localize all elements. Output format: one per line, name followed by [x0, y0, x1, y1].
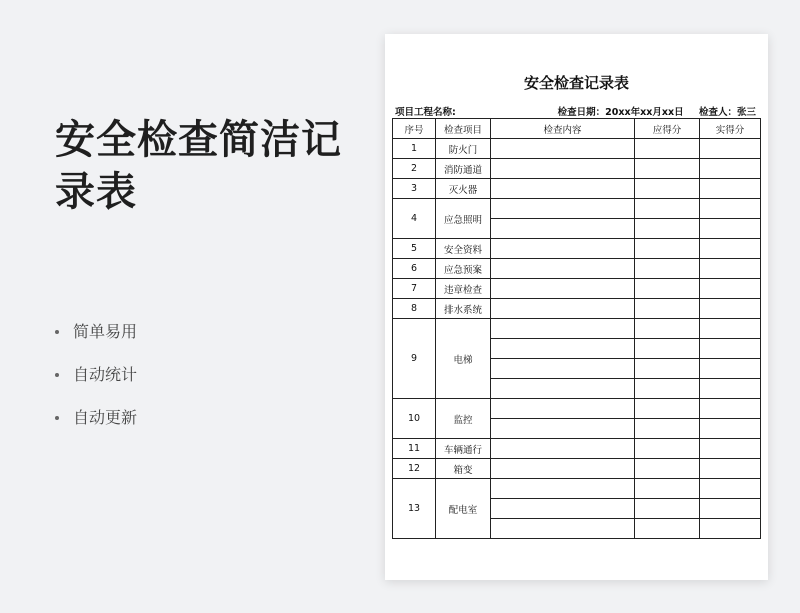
table-row — [393, 319, 761, 339]
cell-max-score[interactable] — [635, 359, 700, 379]
cell-no: 10 — [393, 399, 436, 439]
col-header-actual-score: 实得分 — [700, 119, 761, 139]
cell-no: 6 — [393, 259, 436, 279]
cell-no: 3 — [393, 179, 436, 199]
feature-label: 简单易用 — [73, 321, 138, 341]
cell-actual-score[interactable] — [700, 259, 761, 279]
cell-item: 灭火器 — [436, 179, 491, 199]
feature-item — [55, 396, 137, 439]
bullet-icon — [55, 330, 59, 334]
cell-max-score[interactable] — [635, 139, 700, 159]
cell-no: 8 — [393, 299, 436, 319]
col-header-no: 序号 — [393, 119, 436, 139]
cell-actual-score[interactable] — [700, 219, 761, 239]
sheet-meta — [395, 104, 756, 118]
cell-content[interactable] — [491, 479, 635, 499]
cell-actual-score[interactable] — [700, 459, 761, 479]
cell-max-score[interactable] — [635, 159, 700, 179]
cell-item: 电梯 — [436, 319, 491, 399]
feature-item — [55, 353, 137, 396]
table-row — [393, 159, 761, 179]
cell-item: 消防通道 — [436, 159, 491, 179]
table-row — [393, 399, 761, 419]
cell-max-score[interactable] — [635, 339, 700, 359]
cell-content[interactable] — [491, 239, 635, 259]
cell-actual-score[interactable] — [700, 159, 761, 179]
cell-actual-score[interactable] — [700, 339, 761, 359]
cell-item: 箱变 — [436, 459, 491, 479]
cell-actual-score[interactable] — [700, 299, 761, 319]
cell-actual-score[interactable] — [700, 439, 761, 459]
bullet-icon — [55, 416, 59, 420]
cell-no: 13 — [393, 479, 436, 539]
cell-no: 2 — [393, 159, 436, 179]
cell-no: 5 — [393, 239, 436, 259]
table-row — [393, 299, 761, 319]
cell-no: 12 — [393, 459, 436, 479]
col-header-item: 检查项目 — [436, 119, 491, 139]
cell-max-score[interactable] — [635, 319, 700, 339]
cell-content[interactable] — [491, 339, 635, 359]
table-header-row — [393, 119, 761, 139]
cell-actual-score[interactable] — [700, 499, 761, 519]
table-row — [393, 279, 761, 299]
cell-content[interactable] — [491, 279, 635, 299]
cell-content[interactable] — [491, 519, 635, 539]
cell-max-score[interactable] — [635, 199, 700, 219]
cell-no: 4 — [393, 199, 436, 239]
feature-label: 自动统计 — [73, 364, 138, 384]
cell-content[interactable] — [491, 499, 635, 519]
table-row — [393, 239, 761, 259]
cell-actual-score[interactable] — [700, 239, 761, 259]
cell-content[interactable] — [491, 199, 635, 219]
cell-item: 配电室 — [436, 479, 491, 539]
cell-content[interactable] — [491, 219, 635, 239]
cell-content[interactable] — [491, 439, 635, 459]
sheet-title: 安全检查记录表 — [523, 74, 629, 92]
cell-actual-score[interactable] — [700, 519, 761, 539]
cell-no: 11 — [393, 439, 436, 459]
cell-item: 车辆通行 — [436, 439, 491, 459]
inspection-date: 检查日期：20xx年xx月xx日 — [557, 107, 684, 118]
cell-actual-score[interactable] — [700, 479, 761, 499]
cell-content[interactable] — [491, 379, 635, 399]
table-row — [393, 139, 761, 159]
cell-max-score[interactable] — [635, 439, 700, 459]
inspection-table — [392, 118, 761, 539]
cell-item: 监控 — [436, 399, 491, 439]
col-header-content: 检查内容 — [491, 119, 635, 139]
cell-no: 9 — [393, 319, 436, 399]
cell-item: 应急预案 — [436, 259, 491, 279]
project-name-label: 项目工程名称: — [395, 107, 456, 118]
cell-max-score[interactable] — [635, 499, 700, 519]
col-header-max-score: 应得分 — [635, 119, 700, 139]
cell-content[interactable] — [491, 459, 635, 479]
record-sheet — [385, 34, 768, 580]
cell-actual-score[interactable] — [700, 359, 761, 379]
feature-item — [55, 310, 137, 353]
cell-item: 违章检查 — [436, 279, 491, 299]
cell-max-score[interactable] — [635, 219, 700, 239]
cell-content[interactable] — [491, 159, 635, 179]
cell-actual-score[interactable] — [700, 199, 761, 219]
cell-item: 应急照明 — [436, 199, 491, 239]
table-row — [393, 479, 761, 499]
table-row — [393, 199, 761, 219]
cell-max-score[interactable] — [635, 179, 700, 199]
cell-max-score[interactable] — [635, 459, 700, 479]
cell-max-score[interactable] — [635, 479, 700, 499]
cell-actual-score[interactable] — [700, 379, 761, 399]
bullet-icon — [55, 373, 59, 377]
cell-max-score[interactable] — [635, 379, 700, 399]
cell-max-score[interactable] — [635, 239, 700, 259]
cell-content[interactable] — [491, 259, 635, 279]
table-row — [393, 459, 761, 479]
cell-max-score[interactable] — [635, 299, 700, 319]
inspector: 检查人：张三 — [698, 107, 756, 118]
feature-list — [55, 310, 137, 439]
cell-actual-score[interactable] — [700, 419, 761, 439]
cell-content[interactable] — [491, 319, 635, 339]
cell-actual-score[interactable] — [700, 139, 761, 159]
table-row — [393, 439, 761, 459]
meta-right — [546, 104, 756, 118]
table-row — [393, 179, 761, 199]
cell-content[interactable] — [491, 299, 635, 319]
cell-max-score[interactable] — [635, 399, 700, 419]
feature-label: 自动更新 — [73, 407, 138, 427]
cell-actual-score[interactable] — [700, 179, 761, 199]
cell-max-score[interactable] — [635, 259, 700, 279]
cell-item: 防火门 — [436, 139, 491, 159]
cell-content[interactable] — [491, 139, 635, 159]
cell-item: 安全资料 — [436, 239, 491, 259]
cell-content[interactable] — [491, 179, 635, 199]
cell-actual-score[interactable] — [700, 399, 761, 419]
cell-actual-score[interactable] — [700, 279, 761, 299]
cell-content[interactable] — [491, 359, 635, 379]
cell-max-score[interactable] — [635, 519, 700, 539]
cell-max-score[interactable] — [635, 279, 700, 299]
cell-no: 7 — [393, 279, 436, 299]
promo-title: 安全检查简洁记录表 — [55, 117, 342, 215]
cell-content[interactable] — [491, 419, 635, 439]
cell-max-score[interactable] — [635, 419, 700, 439]
cell-content[interactable] — [491, 399, 635, 419]
cell-actual-score[interactable] — [700, 319, 761, 339]
cell-no: 1 — [393, 139, 436, 159]
table-row — [393, 259, 761, 279]
cell-item: 排水系统 — [436, 299, 491, 319]
table-body — [393, 139, 761, 539]
